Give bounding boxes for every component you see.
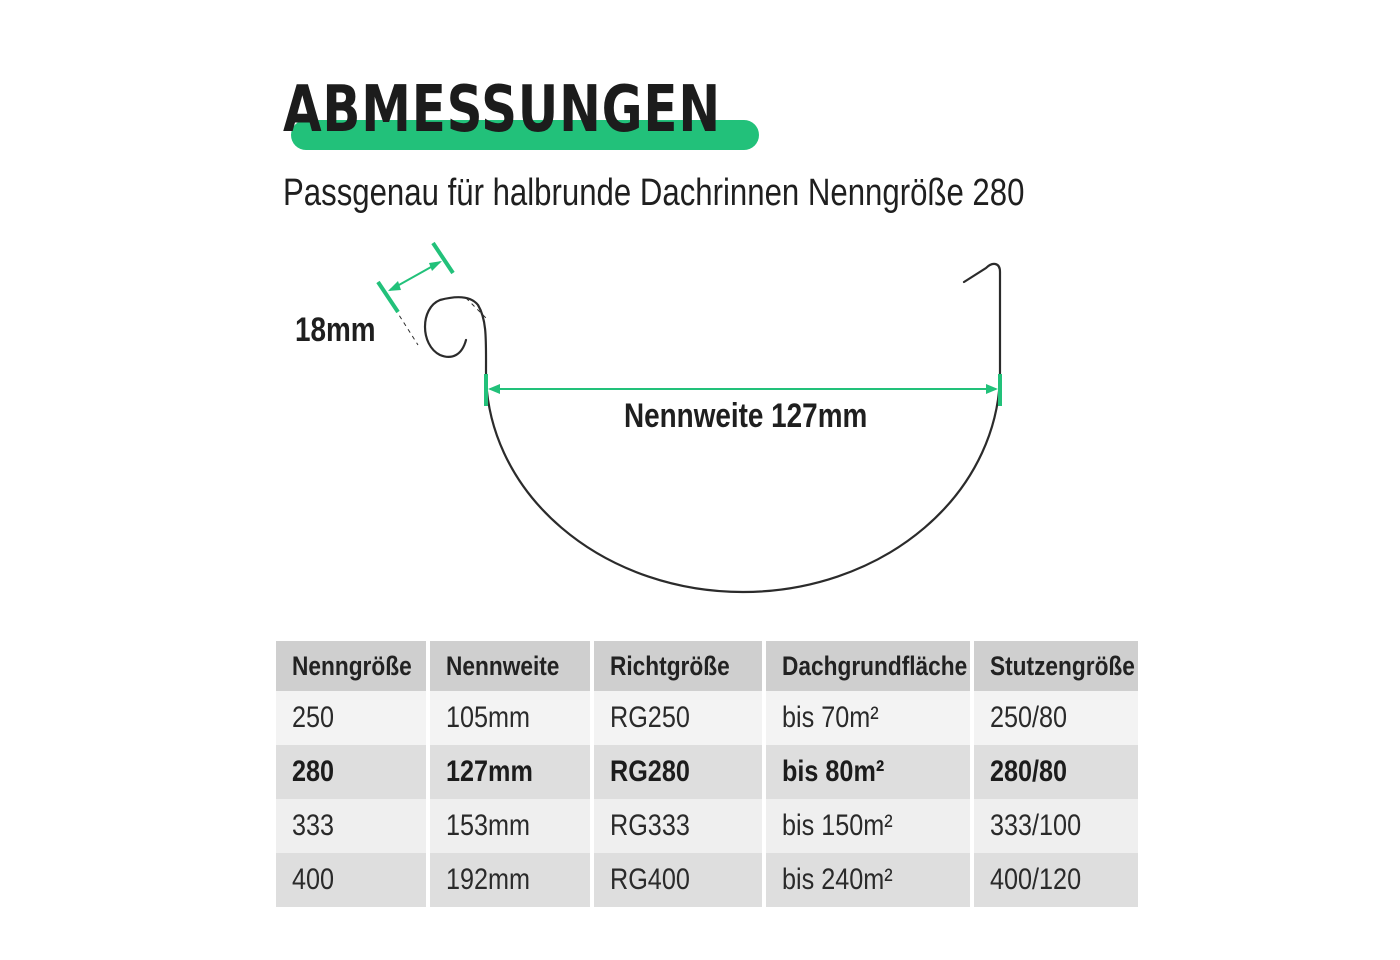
width-arrowhead-right [986, 384, 998, 394]
header-nennweite: Nennweite [430, 641, 590, 691]
table-cell: 192mm [430, 853, 590, 907]
table-cell: RG400 [594, 853, 762, 907]
dimensions-table [272, 641, 1142, 907]
page-title: ABMESSUNGEN [283, 73, 721, 147]
table-cell: bis 80m² [766, 745, 970, 799]
table-cell: bis 150m² [766, 799, 970, 853]
table-cell: 280 [276, 745, 426, 799]
bead-dimension-tick-right [433, 243, 453, 273]
table-cell: bis 240m² [766, 853, 970, 907]
bead-guide-line-right [466, 298, 488, 320]
table-header-row [276, 641, 1138, 691]
page-subtitle: Passgenau für halbrunde Dachrinnen Nenngröße 280 [283, 172, 1025, 214]
table-cell: 127mm [430, 745, 590, 799]
table-cell: RG280 [594, 745, 762, 799]
bead-dimension-label: 18mm [295, 311, 376, 349]
table-row-highlighted [276, 745, 1138, 799]
width-arrowhead-left [488, 384, 500, 394]
table-row [276, 853, 1138, 907]
table-cell: 333/100 [974, 799, 1138, 853]
header-nenngroesse: Nenngröße [276, 641, 426, 691]
table-cell: 280/80 [974, 745, 1138, 799]
header-richtgroesse: Richtgröße [594, 641, 762, 691]
table-cell: 400 [276, 853, 426, 907]
bead-arrowhead-right [429, 261, 442, 271]
table-row [276, 691, 1138, 745]
table-cell: 105mm [430, 691, 590, 745]
header-dachgrundflaeche: Dachgrundfläche [766, 641, 970, 691]
table-cell: 400/120 [974, 853, 1138, 907]
table-cell: 333 [276, 799, 426, 853]
table-cell: RG250 [594, 691, 762, 745]
bead-arrowhead-left [388, 281, 401, 291]
width-dimension-label: Nennweite 127mm [624, 397, 868, 435]
header-stutzengroesse: Stutzengröße [974, 641, 1138, 691]
table-cell: 250 [276, 691, 426, 745]
table-cell: 153mm [430, 799, 590, 853]
table-cell: RG333 [594, 799, 762, 853]
table-cell: bis 70m² [766, 691, 970, 745]
table-cell: 250/80 [974, 691, 1138, 745]
table-row [276, 799, 1138, 853]
